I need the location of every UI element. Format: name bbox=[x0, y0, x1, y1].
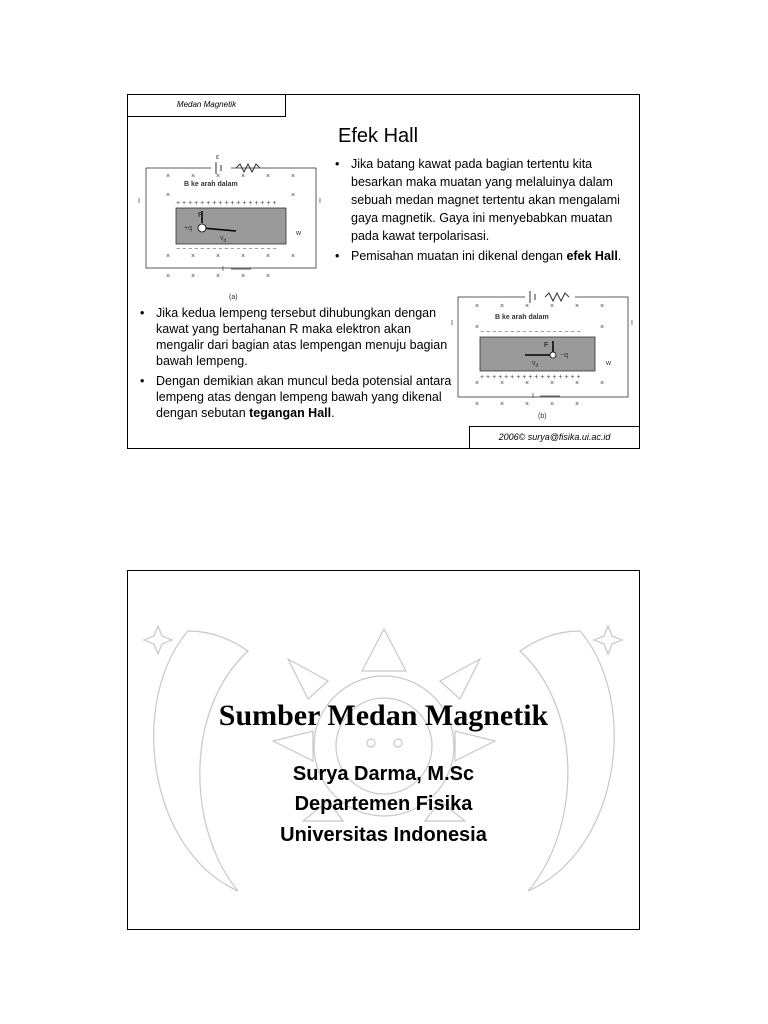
moon-star-watermark-icon bbox=[128, 571, 639, 929]
svg-text:×: × bbox=[550, 401, 555, 408]
svg-text:×: × bbox=[166, 253, 171, 260]
slide-title-page bbox=[127, 570, 640, 930]
current-label-bottom: I bbox=[532, 393, 534, 400]
velocity-label: $v_d$ bbox=[532, 360, 539, 369]
svg-text:×: × bbox=[191, 173, 196, 180]
svg-text:×: × bbox=[216, 273, 221, 280]
width-label: w bbox=[296, 230, 302, 237]
hall-effect-diagram-b bbox=[450, 285, 638, 435]
svg-text:×: × bbox=[475, 303, 480, 310]
svg-text:×: × bbox=[241, 273, 246, 280]
diagram-caption: (a) bbox=[229, 294, 238, 301]
bullet-item: • Jika batang kawat pada bagian tertentu kita besarkan maka muatan yang melaluinya dalam sebuah medan magnet tertentu akan mengalami gaya magnetik. Gaya ini menyebabkan muatan pada kawat terpolarisasi. bbox=[333, 155, 633, 245]
svg-text:×: × bbox=[475, 324, 480, 331]
svg-text:×: × bbox=[191, 273, 196, 280]
svg-text:×: × bbox=[475, 401, 480, 408]
svg-text:×: × bbox=[266, 273, 271, 280]
svg-text:×: × bbox=[166, 173, 171, 180]
svg-text:×: × bbox=[525, 303, 530, 310]
svg-text:×: × bbox=[266, 173, 271, 180]
svg-text:×: × bbox=[166, 192, 171, 199]
field-label: B ke arah dalam bbox=[495, 314, 549, 321]
svg-text:×: × bbox=[575, 380, 580, 387]
svg-text:×: × bbox=[550, 380, 555, 387]
svg-text:×: × bbox=[550, 303, 555, 310]
slide-title: Efek Hall bbox=[338, 125, 419, 147]
force-label: F bbox=[198, 212, 203, 219]
svg-text:×: × bbox=[291, 173, 296, 180]
svg-text:×: × bbox=[191, 253, 196, 260]
bullet-list-left bbox=[138, 305, 458, 425]
svg-text:×: × bbox=[525, 401, 530, 408]
current-label-right: I bbox=[319, 198, 321, 205]
charge-label: −q bbox=[560, 352, 568, 359]
diagram-caption: (b) bbox=[538, 413, 547, 420]
svg-text:×: × bbox=[475, 380, 480, 387]
svg-text:×: × bbox=[291, 253, 296, 260]
svg-text:×: × bbox=[166, 273, 171, 280]
department-name: Departemen Fisika bbox=[294, 793, 473, 815]
charge-label: +q bbox=[184, 225, 192, 232]
svg-text:×: × bbox=[241, 253, 246, 260]
svg-text:×: × bbox=[600, 303, 605, 310]
svg-text:+ + + + + + + + + + + + + + +: + + + + + + + + + + + + + + + + + bbox=[480, 374, 581, 381]
svg-text:×: × bbox=[500, 380, 505, 387]
slide-footer: 2006© surya@fisika.ui.ac.id bbox=[469, 426, 639, 448]
university-name: Universitas Indonesia bbox=[280, 824, 487, 846]
svg-text:×: × bbox=[600, 324, 605, 331]
current-label-left: I bbox=[138, 198, 140, 205]
svg-text:×: × bbox=[216, 253, 221, 260]
author-name: Surya Darma, M.Sc bbox=[292, 763, 475, 785]
svg-text:×: × bbox=[216, 173, 221, 180]
slide-header: Medan Magnetik bbox=[128, 95, 286, 117]
presentation-title: Sumber Medan Magnetik bbox=[218, 699, 549, 732]
force-label: F bbox=[544, 342, 549, 349]
svg-text:×: × bbox=[600, 380, 605, 387]
bullet-item-tegangan-hall: • Dengan demikian akan muncul beda potensial antara lempeng atas dengan lempeng bawah yang dikenal dengan sebutan tegangan Hall. bbox=[138, 373, 458, 421]
svg-text:− − − − − − − − − − − − − − −: − − − − − − − − − − − − − − − − − bbox=[176, 246, 277, 253]
bullet-item-efek-hall: • Pemisahan muatan ini dikenal dengan efek Hall. bbox=[333, 247, 633, 265]
current-label-left: I bbox=[451, 320, 453, 327]
svg-text:×: × bbox=[500, 401, 505, 408]
svg-text:×: × bbox=[575, 303, 580, 310]
current-label-bottom: I bbox=[222, 266, 224, 273]
bullet-item: • Jika kedua lempeng tersebut dihubungkan dengan kawat yang bertahanan R maka elektron akan mengalir dari bagian atas lempengan menuju bagian bawah lempeng. bbox=[138, 305, 458, 369]
svg-text:×: × bbox=[266, 253, 271, 260]
hall-effect-diagram-a bbox=[136, 153, 326, 303]
field-label: B ke arah dalam bbox=[184, 181, 238, 188]
svg-text:×: × bbox=[291, 192, 296, 199]
svg-text:×: × bbox=[500, 303, 505, 310]
svg-text:+ + + + + + + + + + + + + + +: + + + + + + + + + + + + + + + + + bbox=[176, 200, 277, 207]
velocity-label: $v_d$ bbox=[220, 235, 227, 244]
emf-label: ε bbox=[216, 154, 220, 161]
slide-efek-hall bbox=[127, 94, 640, 449]
svg-text:×: × bbox=[525, 380, 530, 387]
current-label-right: I bbox=[631, 320, 633, 327]
svg-text:×: × bbox=[241, 173, 246, 180]
width-label: w bbox=[606, 360, 612, 367]
bullet-list-right bbox=[333, 155, 633, 267]
svg-text:− − − − − − − − − − − − − − −: − − − − − − − − − − − − − − − − − bbox=[480, 329, 581, 336]
svg-text:×: × bbox=[575, 401, 580, 408]
